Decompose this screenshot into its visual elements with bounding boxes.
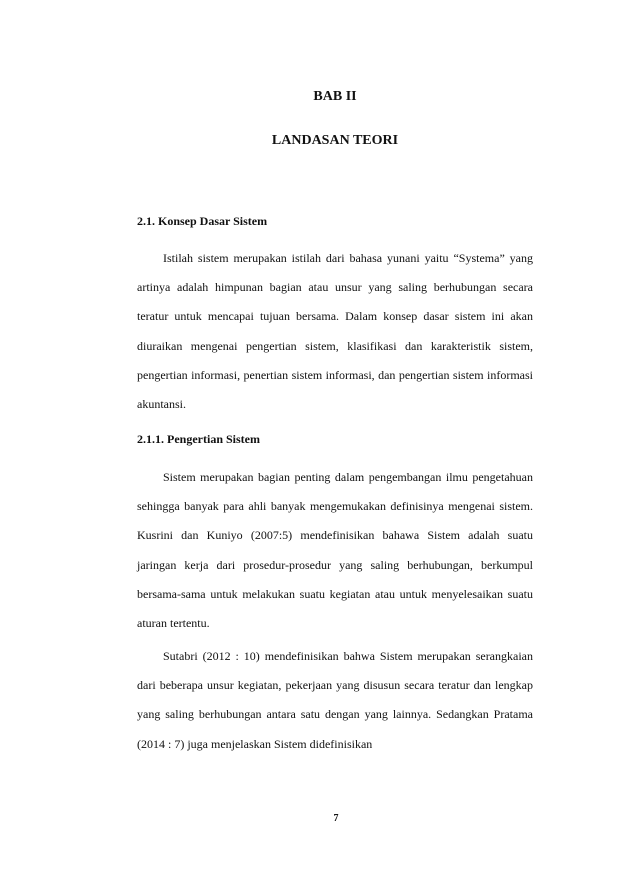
chapter-title: LANDASAN TEORI — [271, 133, 399, 148]
section-heading-konsep-dasar-sistem: 2.1. Konsep Dasar Sistem — [137, 214, 268, 228]
body-paragraph: Sutabri (2012 : 10) mendefinisikan bahwa Sistem merupakan serangkaian dari beberapa unsur kegiatan, pekerjaan yang disusun secara teratur dan lengkap yang saling berhubungan antara satu dengan yang lainnya. Sedangkan Pratama (2014 : 7) juga menjelaskan Sistem didefinisikan — [137, 649, 533, 751]
body-paragraph: Istilah sistem merupakan istilah dari bahasa yunani yaitu “Systema” yang artinya adalah himpunan bagian atau unsur yang saling berhubungan secara teratur untuk mencapai tujuan bersama. Dalam konsep dasar sistem ini akan diuraikan mengenai pengertian sistem, klasifikasi dan karakteristik sistem, pengertian informasi, penertian sistem informasi, dan pengertian sistem informasi akuntansi. — [137, 251, 533, 412]
body-paragraph: Sistem merupakan bagian penting dalam pengembangan ilmu pengetahuan sehingga banyak para ahli banyak mengemukakan definisinya mengenai sistem. Kusrini dan Kuniyo (2007:5) mendefinisikan bahawa Sistem adalah suatu jaringan kerja dari prosedur-prosedur yang saling berhubungan, berkumpul bersama-sama untuk melakukan suatu kegiatan atau untuk menyelesaikan suatu aturan tertentu. — [137, 470, 533, 631]
page-number: 7 — [333, 813, 339, 824]
chapter-number: BAB II — [313, 89, 357, 104]
section-heading-pengertian-sistem: 2.1.1. Pengertian Sistem — [137, 432, 260, 446]
